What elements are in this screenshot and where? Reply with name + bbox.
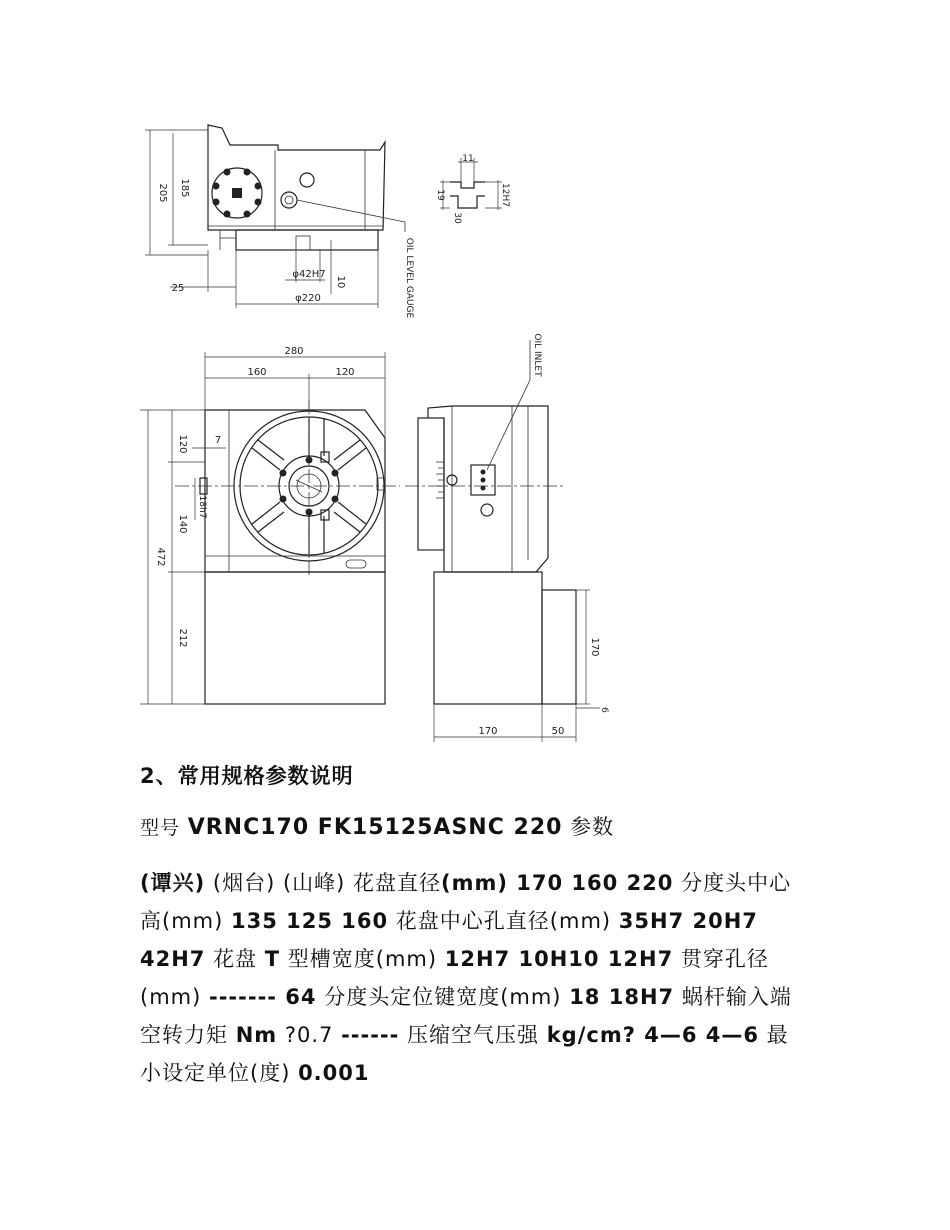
model-line [140,811,614,841]
dim-30: 30 [452,212,462,224]
dim-50: 50 [551,726,565,737]
param-run: 花盘中心孔直径(mm) [388,909,619,933]
param-run: (烟台) (山峰) 花盘直径 [205,871,441,895]
model-code: VRNC170 FK15125ASNC 220 [187,815,563,840]
dim-280: 280 [284,346,304,357]
param-run: ?0.7 [277,1023,342,1047]
param-run: 最小设定单位(度) [140,1023,789,1085]
param-run: T [264,947,281,971]
param-run: 135 125 160 [230,909,389,933]
model-suffix: 参数 [570,815,615,839]
dim-212: 212 [177,628,188,648]
dim-25: 25 [171,283,185,294]
dim-18h7: 18h7 [197,495,207,519]
param-run: (mm) 170 160 220 [441,871,674,895]
param-run: 贯穿孔径(mm) [140,947,769,1009]
parameter-paragraph [140,864,810,1092]
dim-120-top: 120 [335,367,355,378]
param-run: ------ [341,1023,400,1047]
param-run: 12H7 10H10 12H7 [444,947,674,971]
dim-205: 205 [157,183,168,203]
dim-170-bottom: 170 [478,726,498,737]
dim-120-side: 120 [177,434,188,454]
slot-detail [435,154,510,224]
param-run: 压缩空气压强 [399,1023,547,1047]
front-view [140,346,400,704]
section-heading: 2、常用规格参数说明 [140,764,354,788]
oil-inlet-label: OIL INLET [532,333,542,377]
param-run: 分度头中心高(mm) [140,871,792,933]
param-run: 18 18H7 [569,985,675,1009]
dim-220: φ220 [295,293,321,304]
param-run: 型槽宽度(mm) [280,947,445,971]
param-run: 蜗杆输入端空转力矩 [140,985,792,1047]
param-run: Nm [235,1023,278,1047]
param-run: 花盘 [205,947,265,971]
dim-160: 160 [247,367,267,378]
dim-10: 10 [335,275,346,289]
param-run: 35H7 20H7 42H7 [140,909,758,971]
dim-7: 7 [214,435,222,446]
dim-19: 19 [435,189,445,201]
param-run: kg/cm? 4—6 4—6 [546,1023,759,1047]
model-prefix: 型号 [140,817,181,839]
param-run: (谭兴) [140,871,206,895]
param-run: ------- 64 [208,985,317,1009]
param-run: 0.001 [298,1061,370,1085]
dim-42h7: φ42H7 [292,269,326,280]
oil-level-gauge-label: OIL LEVEL GAUGE [404,237,414,319]
param-run: 分度头定位键宽度(mm) [316,985,570,1009]
dim-170-vertical: 170 [589,637,600,657]
dim-472: 472 [155,547,166,567]
dim-12h7: 12H7 [500,183,510,207]
dim-185: 185 [179,178,190,198]
top-view [145,125,414,319]
side-view [405,333,609,742]
dim-6: 6 [599,707,609,713]
dim-140: 140 [177,514,188,534]
dim-11: 11 [462,154,474,164]
